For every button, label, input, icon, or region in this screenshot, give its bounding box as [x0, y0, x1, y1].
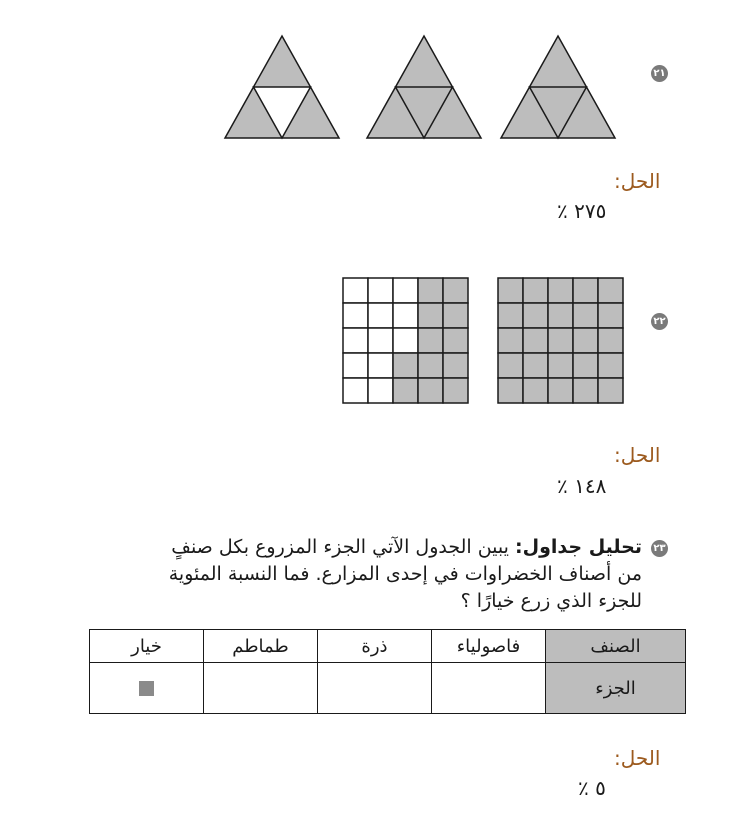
grid-cell [418, 378, 443, 403]
grid-cell [598, 353, 623, 378]
grid-cell [498, 353, 523, 378]
grid-cell [548, 303, 573, 328]
header-beans: فاصولياء [432, 630, 546, 663]
q21-number-badge: ٢١ [651, 65, 668, 82]
grid-cell [523, 378, 548, 403]
grid-cell [393, 278, 418, 303]
q22-number-badge: ٢٢ [651, 313, 668, 330]
q23-text-2: من أصناف الخضراوات في إحدى المزارع. فما النسبة المئوية [168, 563, 642, 585]
triangle-figure-3 [501, 36, 615, 138]
header-corn: ذرة [318, 630, 432, 663]
cell-beans [432, 663, 546, 714]
cell-corn [318, 663, 432, 714]
header-tomato: طماطم [204, 630, 318, 663]
grid-cell [418, 353, 443, 378]
grid-cell [368, 378, 393, 403]
grid-cell [573, 303, 598, 328]
q23-line1 [82, 534, 642, 561]
grid-cell [393, 353, 418, 378]
grid-cell [523, 303, 548, 328]
grid-cell [343, 278, 368, 303]
grid-partial [343, 278, 468, 403]
triangle-figure-1 [225, 36, 339, 138]
grid-cell [393, 378, 418, 403]
grid-cell [443, 278, 468, 303]
grid-cell [368, 328, 393, 353]
grid-cell [418, 278, 443, 303]
grid-cell [548, 278, 573, 303]
grid-cell [498, 328, 523, 353]
grid-cell [598, 378, 623, 403]
grid-cell [573, 278, 598, 303]
q23-problem-text [82, 534, 642, 615]
grid-cell [548, 353, 573, 378]
q23-text-1: يبين الجدول الآتي الجزء المزروع بكل صنفٍ [171, 536, 509, 558]
grid-cell [548, 378, 573, 403]
header-category: الصنف [546, 630, 686, 663]
grid-cell [523, 278, 548, 303]
triangles-figure [222, 33, 622, 141]
cell-tomato [204, 663, 318, 714]
grid-cell [598, 328, 623, 353]
shaded-square-icon [139, 681, 154, 696]
q22-answer: ١٤٨ ٪ [557, 474, 607, 498]
grid-figure [340, 276, 690, 406]
grid-cell [573, 353, 598, 378]
header-cucumber: خيار [90, 630, 204, 663]
grid-cell [418, 328, 443, 353]
grid-cell [443, 303, 468, 328]
grid-cell [573, 328, 598, 353]
q23-text-3: للجزء الذي زرع خيارًا ؟ [460, 590, 642, 612]
q21-answer: ٢٧٥ ٪ [557, 199, 607, 223]
grid-cell [343, 303, 368, 328]
q23-number-badge: ٢٣ [651, 540, 668, 557]
grid-cell [343, 353, 368, 378]
grid-cell [368, 303, 393, 328]
grid-cell [393, 328, 418, 353]
grid-cell [343, 378, 368, 403]
grid-cell [498, 303, 523, 328]
grid-cell [368, 353, 393, 378]
grid-cell [523, 353, 548, 378]
grid-cell [443, 378, 468, 403]
row-label-part: الجزء [546, 663, 686, 714]
grid-cell [418, 303, 443, 328]
grid-cell [498, 278, 523, 303]
grid-full [498, 278, 623, 403]
grid-cell [498, 378, 523, 403]
grid-cell [393, 303, 418, 328]
q23-table [89, 629, 686, 714]
table-data-row [90, 663, 686, 714]
grid-cell [368, 278, 393, 303]
q23-title: تحليل جداول: [515, 536, 642, 558]
q23-solution-label: الحل: [614, 746, 661, 770]
grid-cell [443, 328, 468, 353]
q22-solution-label: الحل: [614, 443, 661, 467]
cell-cucumber [90, 663, 204, 714]
grid-cell [523, 328, 548, 353]
grid-cell [443, 353, 468, 378]
q22-grids [340, 276, 690, 406]
grid-cell [343, 328, 368, 353]
table-header-row [90, 630, 686, 663]
grid-cell [573, 378, 598, 403]
q21-solution-label: الحل: [614, 169, 661, 193]
grid-cell [548, 328, 573, 353]
q23-answer: ٥ ٪ [578, 776, 606, 800]
q21-figures [222, 33, 622, 141]
triangle-figure-2 [367, 36, 481, 138]
grid-cell [598, 303, 623, 328]
grid-cell [598, 278, 623, 303]
